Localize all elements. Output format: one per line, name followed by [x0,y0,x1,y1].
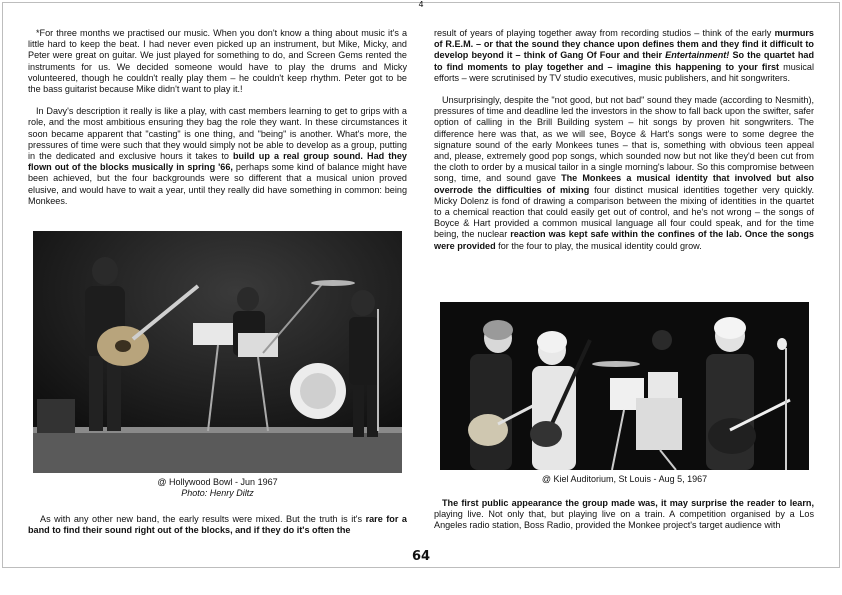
kiel-auditorium-photo [440,302,809,470]
right-p1-bold-b: So the quartet had to find moments to play together and – imagine this happening to your first [434,50,815,72]
page-number: 64 [411,549,431,564]
right-p1-text-a: result of years of playing together away from recording studios – think of the early [434,28,775,38]
left-column-top [28,28,407,218]
right-paragraph-train [434,498,814,532]
left-column-bottom [28,514,407,547]
left-p2-text-a: In Davy's description it really is like a play, with cast members learning to get to grips with a role, and the most ambitious ensuring they bag the role they want. In these circumstances it soon became apparent that "casting" is one thing, and "being" is another. What's more, the pressures of time were such that they would simply not be able to develop as a group, putting in the dedicated and exclusive hours it takes to [28,106,407,162]
right-p1-text-e: musical efforts – were scrutinised by TV studio executives, music publishers, and hit songwriters. [434,61,814,83]
left-p2-bold: build up a real group sound. Had they flown out of the blocks musically in spring '66, [28,151,407,173]
top-page-marker: 4 [418,0,424,9]
left-paragraph-results [28,514,407,536]
right-p2-text-e: for the four to play, the musical identity could grow. [495,240,702,251]
left-paragraph-quote: *For three months we practised our music. When you don't know a thing about music it's a little hard to keep the beat. I had never even picked up an instrument, but Mike, Micky, and Peter were great on guitar. We just played for something to do, and Screen Gems rented the instruments for us. We decided someone would have to play the drums and Micky volunteered, though he couldn't really play them – he couldn't keep rhythm. Peter got to be the bass guitarist because Mike didn't want to play it.! [28,28,407,95]
right-column-top [434,28,814,263]
right-column-bottom [434,498,814,543]
right-p2-bold-b: reaction was kept safe within the confines of the lab. Once the songs were provided [434,229,814,251]
right-paragraph-brill [434,95,814,252]
left-p3-bold: rare for a band to find their sound right out of the blocks, and if they do it's often the [28,514,407,536]
left-caption-location: @ Hollywood Bowl - Jun 1967 [157,477,278,487]
right-p2-text-a: Unsurprisingly, despite the "not good, but not bad" sound they made (according to Nesmith), pressures of time and deadline led the investors in the show to fall back upon the swifter, safer option of calling in the Brill Building system – hit songs by proven hit songwriters. The difference here was that, as we will see, Boyce & Hart's songs were to some degree the signature sound of the early Monkees tunes – that is, something with obvious teen appeal and, please, extremely good pop songs, which sounded now but not like they'd been cut from the cloth to order by a musical tailor in a single morning's labour. So this compromise between song, time, and sound gave [434,95,814,184]
hollywood-bowl-photo [33,231,402,473]
left-p3-text-a: As with any other new band, the early results were mixed. But the truth is it's [40,514,366,524]
right-p1-bold-a: murmurs of R.E.M. – or that the sound they chance upon defines them and they find it difficult to develop beyond it – think of Gang Of Four and their [434,28,814,61]
right-p2-text-c: four distinct musical identities together very quickly. Micky Dolenz is fond of drawing a comparison between the mixing of identities in the quartet to a chemical reaction that could easily get out of control, and he's not wrong – the songs of Boyce & Hart provided a common musical language all four could speak, and for the time being, the nuclear [434,184,814,240]
right-photo-caption: @ Kiel Auditorium, St Louis - Aug 5, 1967 [541,474,708,484]
right-p3-text: playing live. Not only that, but playing live on a train. A competition organised by a Los Angeles radio station, Boss Radio, provided the Monkee project's target audience with [434,509,814,531]
left-caption-credit: Photo: Henry Diltz [181,488,254,498]
left-p2-text-c: perhaps some kind of balance might have been achieved, but the four backgrounds were so different that a musical union proved elusive, and would have to wait a year, until they really did have something in common: being Monkees. [28,162,407,206]
right-paragraph-rem [434,28,814,84]
right-p3-bold: The first public appearance the group made was, it may surprise the reader to learn, [442,498,814,508]
right-p2-bold-a: The Monkees a musical identity that involved but also overrode the difficulties of mixing [434,173,814,195]
left-photo-caption [33,477,402,499]
left-paragraph-davy [28,106,407,207]
right-p1-album: Entertainment! [665,50,730,61]
